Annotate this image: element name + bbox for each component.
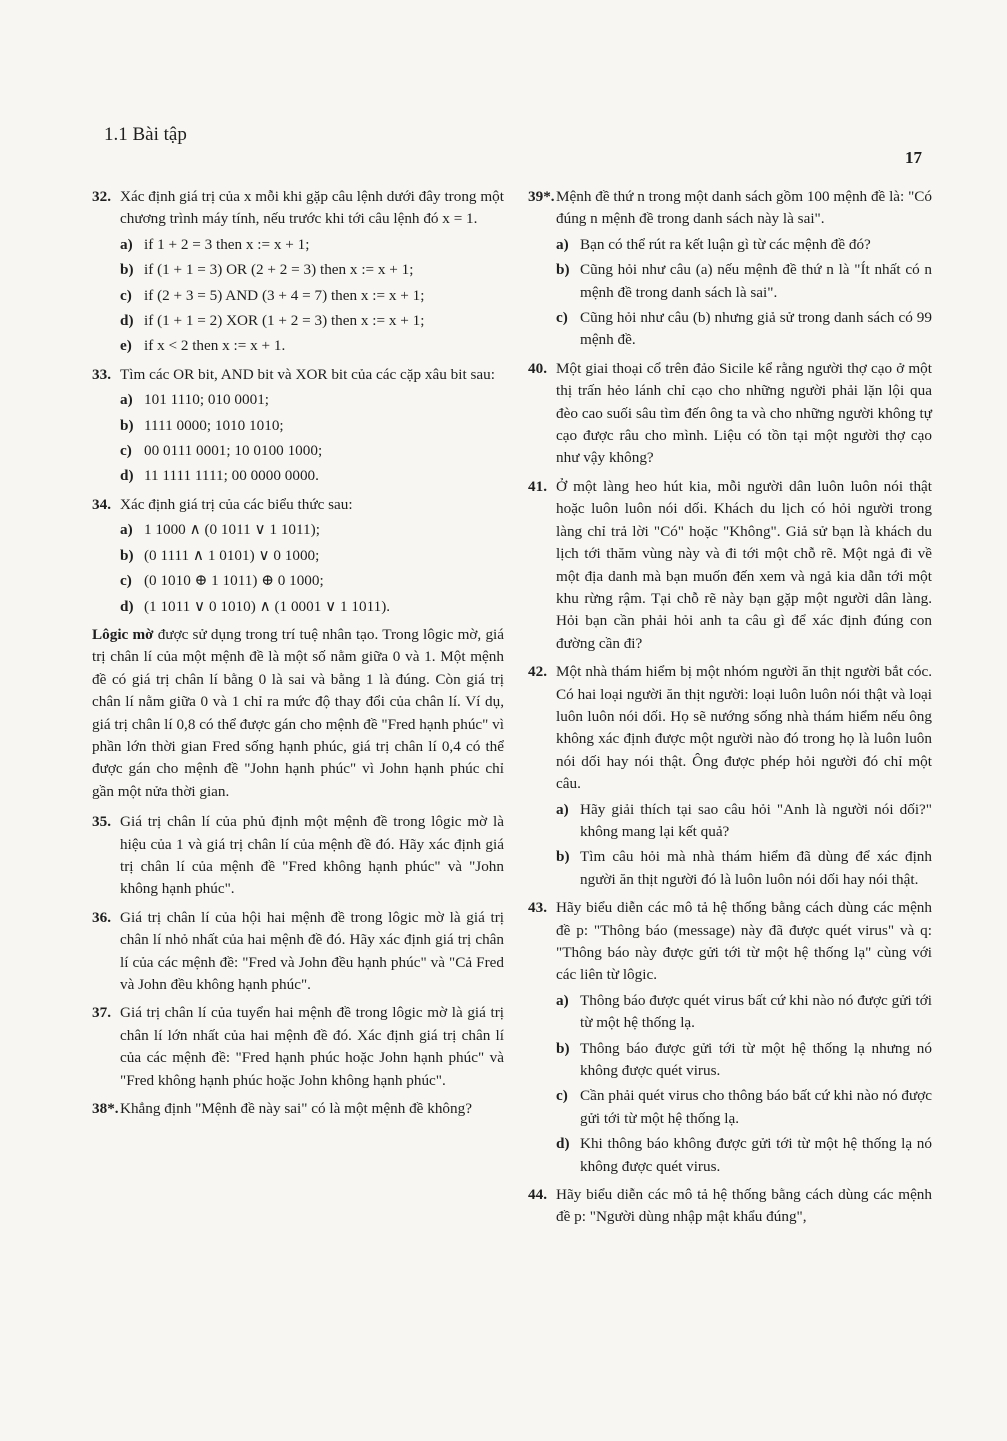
sub-item xyxy=(556,1085,932,1130)
exercise-text: Một giai thoại cổ trên đảo Sicile kể rằng người thợ cạo ở một thị trấn hẻo lánh chỉ cạo cho những người phải lặn lội qua đèo cao suối sâu tìm đến ông ta và cho những người không tự cạo được râu cho mình. Liệu có tồn tại một người thợ cạo như vậy không? xyxy=(556,359,932,467)
sub-item-label: a) xyxy=(556,800,569,818)
sub-item-label: c) xyxy=(120,442,132,460)
exercise-41 xyxy=(528,476,932,655)
sub-item-label: b) xyxy=(556,261,570,279)
exercise-number: 34. xyxy=(92,495,111,513)
sub-item-label: d) xyxy=(120,312,134,330)
sub-item-text: 1111 0000; 1010 1010; xyxy=(144,416,284,434)
sub-item xyxy=(120,519,504,541)
section-header: 1.1 Bài tập xyxy=(104,124,187,145)
sub-item xyxy=(556,799,932,844)
exercise-text: Khẳng định "Mệnh đề này sai" có là một mệnh đề không? xyxy=(120,1100,472,1118)
sub-item-label: e) xyxy=(120,337,132,355)
sub-item-text: Cần phải quét virus cho thông báo bất cứ khi nào nó được gửi tới từ một hệ thống lạ. xyxy=(580,1087,932,1127)
sub-item-text: 00 0111 0001; 10 0100 1000; xyxy=(144,442,323,460)
sub-item-text: (1 1011 ∨ 0 1010) ∧ (1 0001 ∨ 1 1011). xyxy=(144,597,391,615)
sub-item-text: 1 1000 ∧ (0 1011 ∨ 1 1011); xyxy=(144,521,320,539)
sub-item-text: Hãy giải thích tại sao câu hỏi "Anh là người nói dối?" không mang lại kết quả? xyxy=(580,800,932,840)
sub-item-label: c) xyxy=(120,572,132,590)
fuzzy-logic-paragraph xyxy=(92,624,504,803)
sub-item-label: a) xyxy=(556,991,569,1009)
exercise-42 xyxy=(528,661,932,891)
sub-item-text: 11 1111 1111; 00 0000 0000. xyxy=(144,467,319,485)
sub-item-label: c) xyxy=(556,1087,568,1105)
sub-item-text: Tìm câu hỏi mà nhà thám hiểm đã dùng để xác định người ăn thịt người đó là luôn luôn nói dối hay nói thật. xyxy=(580,848,932,888)
sub-item-text: Cũng hỏi như câu (a) nếu mệnh đề thứ n là "Ít nhất có n mệnh đề trong danh sách là sai". xyxy=(580,261,932,301)
sub-item-label: a) xyxy=(556,235,569,253)
page-number: 17 xyxy=(905,148,922,167)
exercise-43 xyxy=(528,897,932,1178)
sub-item-label: d) xyxy=(120,597,134,615)
sub-item-label: c) xyxy=(556,309,568,327)
exercise-text: Giá trị chân lí của hội hai mệnh đề trong lôgic mờ là giá trị chân lí nhỏ nhất của hai mệnh đề đó. Hãy xác định giá trị chân lí của các mệnh đề: "Fred và John đều hạnh phúc" và "Cả Fred và John đều không hạnh phúc". xyxy=(120,908,504,993)
sub-item-text: Khi thông báo không được gửi tới từ một hệ thống lạ nó không được quét virus. xyxy=(580,1135,932,1175)
sub-item xyxy=(120,570,504,592)
sub-item-text: if (1 + 1 = 3) OR (2 + 2 = 3) then x := x + 1; xyxy=(144,261,414,279)
exercise-number: 36. xyxy=(92,908,111,926)
sub-item-text: Cũng hỏi như câu (b) nhưng giả sử trong danh sách có 99 mệnh đề. xyxy=(580,309,932,349)
sub-item-label: a) xyxy=(120,235,133,253)
exercise-number: 44. xyxy=(528,1186,547,1204)
sub-item xyxy=(120,259,504,281)
sub-item xyxy=(120,335,504,357)
sub-item xyxy=(120,440,504,462)
sub-item-label: a) xyxy=(120,391,133,409)
sub-item-label: b) xyxy=(556,848,570,866)
exercise-37 xyxy=(92,1002,504,1092)
exercise-32 xyxy=(92,186,504,358)
sub-item xyxy=(120,285,504,307)
exercise-36 xyxy=(92,907,504,997)
sub-item-label: a) xyxy=(120,521,133,539)
sub-item xyxy=(120,415,504,437)
exercise-number: 42. xyxy=(528,663,547,681)
sub-item xyxy=(556,990,932,1035)
exercise-number: 41. xyxy=(528,477,547,495)
sub-item-text: 101 1110; 010 0001; xyxy=(144,391,270,409)
sub-item xyxy=(120,545,504,567)
exercise-number: 33. xyxy=(92,365,111,383)
exercise-text: Hãy biểu diễn các mô tả hệ thống bằng cách dùng các mệnh đề p: "Người dùng nhập mật khẩu đúng", xyxy=(556,1186,932,1226)
left-column xyxy=(92,186,504,1126)
sub-item-label: b) xyxy=(120,416,134,434)
sub-item-text: Thông báo được gửi tới từ một hệ thống lạ nhưng nó không được quét virus. xyxy=(580,1039,932,1080)
sub-item xyxy=(120,389,504,411)
fuzzy-logic-text: được sử dụng trong trí tuệ nhân tạo. Trong lôgic mờ, giá trị chân lí của một mệnh đề là một số nằm giữa 0 và 1. Một mệnh đề có giá trị chân lí bằng 0 là sai và bằng 1 là đúng. Còn giá trị chân lí nằm giữa 0 và 1 chỉ ra mức độ thay đổi của chân lí. Ví dụ, giá trị chân lí 0,8 có thể được gán cho mệnh đề "Fred hạnh phúc" vì phần lớn thời gian Fred sống hạnh phúc, giá trị chân lí 0,4 có thể được gán cho mệnh đề "John hạnh phúc" vì John hạnh phúc chỉ gần một nửa thời gian. xyxy=(92,625,504,800)
exercise-text: Giá trị chân lí của tuyển hai mệnh đề trong lôgic mờ là giá trị chân lí lớn nhất của hai mệnh đề đó. Xác định giá trị chân lí của các mệnh đề: "Fred hạnh phúc hoặc John hạnh phúc" và "Fred không hạnh phúc hoặc John không hạnh phúc". xyxy=(120,1004,504,1089)
right-column xyxy=(528,186,932,1235)
exercise-text: Tìm các OR bit, AND bit và XOR bit của các cặp xâu bit sau: xyxy=(120,365,495,383)
exercise-39 xyxy=(528,186,932,352)
sub-item xyxy=(120,234,504,256)
sub-item-text: (0 1010 ⊕ 1 1011) ⊕ 0 1000; xyxy=(144,572,324,590)
sub-item-text: if (1 + 1 = 2) XOR (1 + 2 = 3) then x := x + 1; xyxy=(144,312,425,330)
exercise-35 xyxy=(92,811,504,901)
sub-item-text: Thông báo được quét virus bất cứ khi nào nó được gửi tới từ một hệ thống lạ. xyxy=(580,991,932,1032)
sub-item xyxy=(556,1133,932,1178)
sub-item-text: if x < 2 then x := x + 1. xyxy=(144,337,286,355)
sub-item xyxy=(120,596,504,618)
sub-item-label: b) xyxy=(120,546,134,564)
exercise-number: 38*. xyxy=(92,1100,119,1118)
sub-item-label: c) xyxy=(120,286,132,304)
exercise-text: Một nhà thám hiểm bị một nhóm người ăn thịt người bắt cóc. Có hai loại người ăn thịt người: loại luôn luôn nói thật và loại luôn luôn nói dối. Họ sẽ nướng sống nhà thám hiểm nếu ông không xác định được một người nào đó trong họ là luôn luôn nói dối hay nói thật. Ông được phép hỏi người đó chỉ một câu. xyxy=(556,663,932,793)
sub-item-label: b) xyxy=(120,261,134,279)
exercise-text: Hãy biểu diễn các mô tả hệ thống bằng cách dùng các mệnh đề p: "Thông báo (message) này đã được quét virus" và q: "Thông báo này được gửi tới từ một hệ thống lạ" cùng với các liên từ lôgic. xyxy=(556,899,932,984)
exercise-text: Xác định giá trị của các biểu thức sau: xyxy=(120,495,353,513)
sub-item xyxy=(556,307,932,352)
exercise-40 xyxy=(528,358,932,470)
sub-item xyxy=(120,465,504,487)
exercise-33 xyxy=(92,364,504,488)
sub-item xyxy=(556,234,932,256)
fuzzy-logic-term: Lôgic mờ xyxy=(92,625,154,643)
exercise-text: Ở một làng heo hút kia, mỗi người dân luôn luôn nói thật hoặc luôn luôn nói dối. Khách du lịch có hỏi người trong làng chỉ trả lời "Có" hoặc "Không". Giả sử bạn là khách du lịch tới thăm vùng này và đi tới một chỗ rẽ. Một ngả đi về một địa danh mà bạn muốn đến xem và ngả kia dẫn tới một khu rừng rậm. Tại chỗ rẽ này bạn gặp một người dân làng. Hỏi bạn cần phải hỏi anh ta câu gì để xác định đúng con đường cần đi? xyxy=(556,477,932,652)
exercise-text: Giá trị chân lí của phủ định một mệnh đề trong lôgic mờ là hiệu của 1 và giá trị chân lí của mệnh đề đó. Hãy xác định giá trị chân lí của mệnh đề "Fred không hạnh phúc" và "John không hạnh phúc". xyxy=(120,813,504,898)
sub-item-label: d) xyxy=(120,467,134,485)
exercise-text: Mệnh đề thứ n trong một danh sách gồm 100 mệnh đề là: "Có đúng n mệnh đề trong danh sách này là sai". xyxy=(556,188,932,228)
sub-item-text: if 1 + 2 = 3 then x := x + 1; xyxy=(144,235,310,253)
exercise-number: 40. xyxy=(528,359,547,377)
exercise-number: 37. xyxy=(92,1004,111,1022)
sub-item-text: if (2 + 3 = 5) AND (3 + 4 = 7) then x := x + 1; xyxy=(144,286,425,304)
exercise-text: Xác định giá trị của x mỗi khi gặp câu lệnh dưới đây trong một chương trình máy tính, nếu trước khi tới câu lệnh đó x = 1. xyxy=(120,188,504,228)
sub-item xyxy=(556,259,932,304)
sub-item xyxy=(556,846,932,891)
sub-item-text: Bạn có thể rút ra kết luận gì từ các mệnh đề đó? xyxy=(580,235,871,253)
exercise-44 xyxy=(528,1184,932,1229)
exercise-number: 35. xyxy=(92,813,111,831)
exercise-number: 39*. xyxy=(528,188,555,205)
sub-item-text: (0 1111 ∧ 1 0101) ∨ 0 1000; xyxy=(144,546,320,564)
exercise-38 xyxy=(92,1098,504,1120)
exercise-number: 43. xyxy=(528,899,547,917)
sub-item-label: b) xyxy=(556,1039,570,1057)
exercise-34 xyxy=(92,494,504,618)
sub-item xyxy=(120,310,504,332)
sub-item xyxy=(556,1038,932,1083)
exercise-number: 32. xyxy=(92,188,111,205)
sub-item-label: d) xyxy=(556,1135,570,1153)
